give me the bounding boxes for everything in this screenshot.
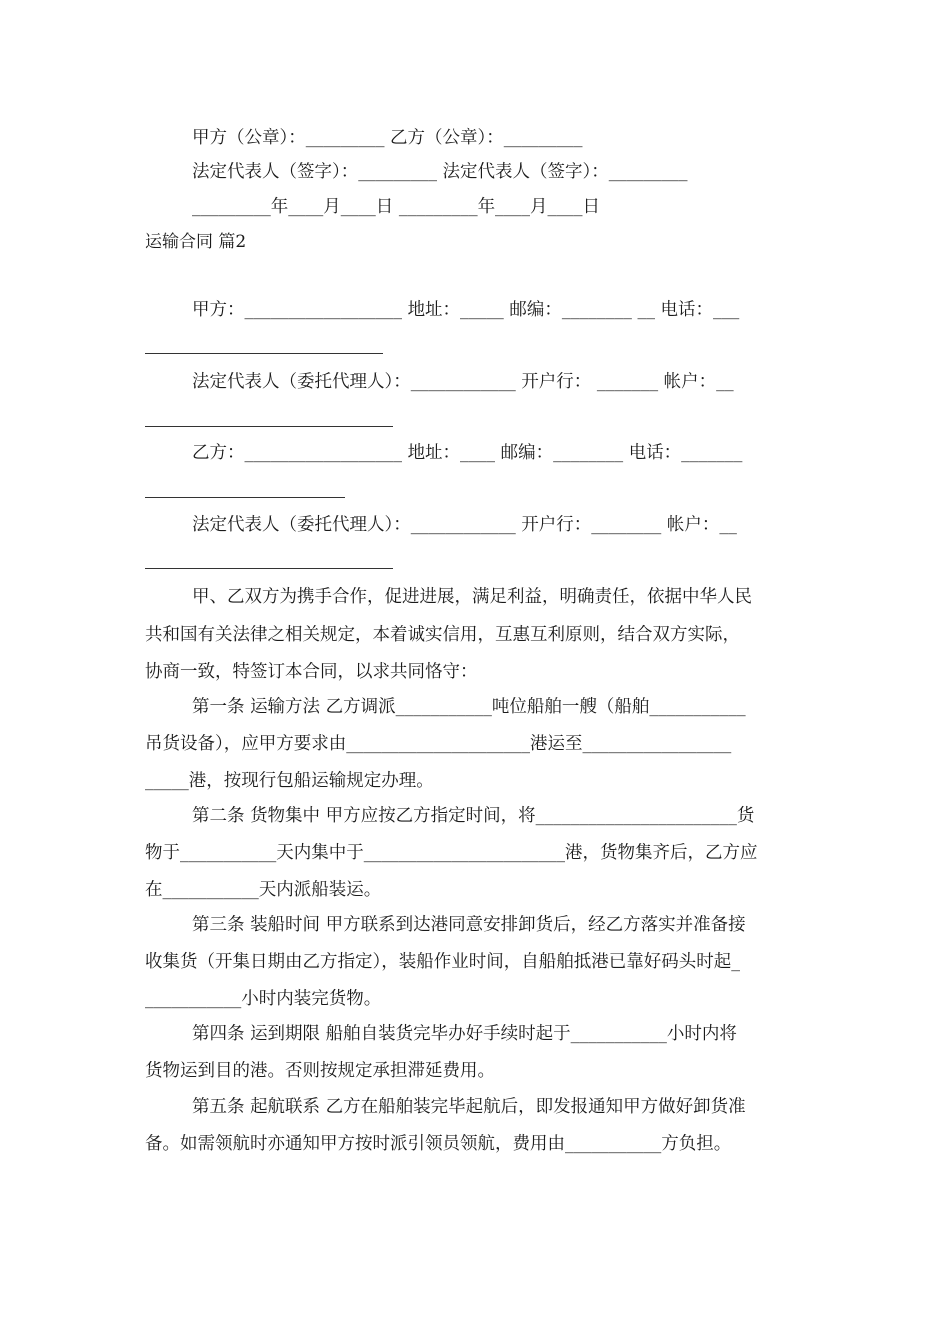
article-5-line: 第五条 起航联系 乙方在船舶装完毕起航后，即发报通知甲方做好卸货准 — [192, 1097, 746, 1117]
party-b-bank-line: 法定代表人（委托代理人）：____________ 开户行：________ 帐户：__ — [192, 515, 737, 535]
section-heading: 运输合同 篇2 — [145, 232, 247, 252]
seal-line: 甲方（公章）：_________ 乙方（公章）：_________ — [192, 128, 583, 148]
article-1-line: _____港，按现行包船运输规定办理。 — [145, 771, 434, 791]
continuation-underline — [145, 497, 345, 498]
article-3-line: ___________小时内装完货物。 — [145, 989, 382, 1009]
article-1-line: 吊货设备），应甲方要求由_____________________港运至_________________ — [145, 734, 732, 754]
date-line: _________年____月____日 _________年____月____日 — [192, 197, 601, 217]
party-a-bank-line: 法定代表人（委托代理人）：____________ 开户行： _______ 帐户：__ — [192, 372, 734, 392]
continuation-underline — [145, 353, 383, 354]
preamble-line: 协商一致，特签订本合同，以求共同恪守： — [145, 662, 478, 682]
preamble-line: 甲、乙双方为携手合作，促进进展，满足利益，明确责任，依据中华人民 — [192, 587, 752, 607]
article-4-line: 货物运到目的港。否则按规定承担滞延费用。 — [145, 1061, 495, 1081]
continuation-underline — [145, 426, 393, 427]
article-3-line: 第三条 装船时间 甲方联系到达港同意安排卸货后，经乙方落实并准备接 — [192, 915, 746, 935]
party-a-info-line: 甲方：__________________ 地址：_____ 邮编：________ __ 电话：___ — [192, 300, 740, 320]
party-b-info-line: 乙方：__________________ 地址：____ 邮编：________ 电话：_______ — [192, 443, 743, 463]
continuation-underline — [145, 568, 393, 569]
article-2-line: 在___________天内派船装运。 — [145, 880, 382, 900]
article-4-line: 第四条 运到期限 船舶自装货完毕办好手续时起于___________小时内将 — [192, 1024, 737, 1044]
article-1-line: 第一条 运输方法 乙方调派___________吨位船舶一艘（船舶___________ — [192, 697, 746, 717]
article-5-line: 备。如需领航时亦通知甲方按时派引领员领航，费用由___________方负担。 — [145, 1134, 732, 1154]
representative-signature-line: 法定代表人（签字）：_________ 法定代表人（签字）：_________ — [192, 162, 688, 182]
article-2-line: 第二条 货物集中 甲方应按乙方指定时间，将_______________________货 — [192, 806, 755, 826]
preamble-line: 共和国有关法律之相关规定，本着诚实信用，互惠互利原则，结合双方实际， — [145, 625, 740, 645]
article-3-line: 收集货（开集日期由乙方指定），装船作业时间，自船舶抵港已靠好码头时起_ — [145, 952, 740, 972]
article-2-line: 物于___________天内集中于_______________________港，货物集齐后，乙方应 — [145, 843, 758, 863]
